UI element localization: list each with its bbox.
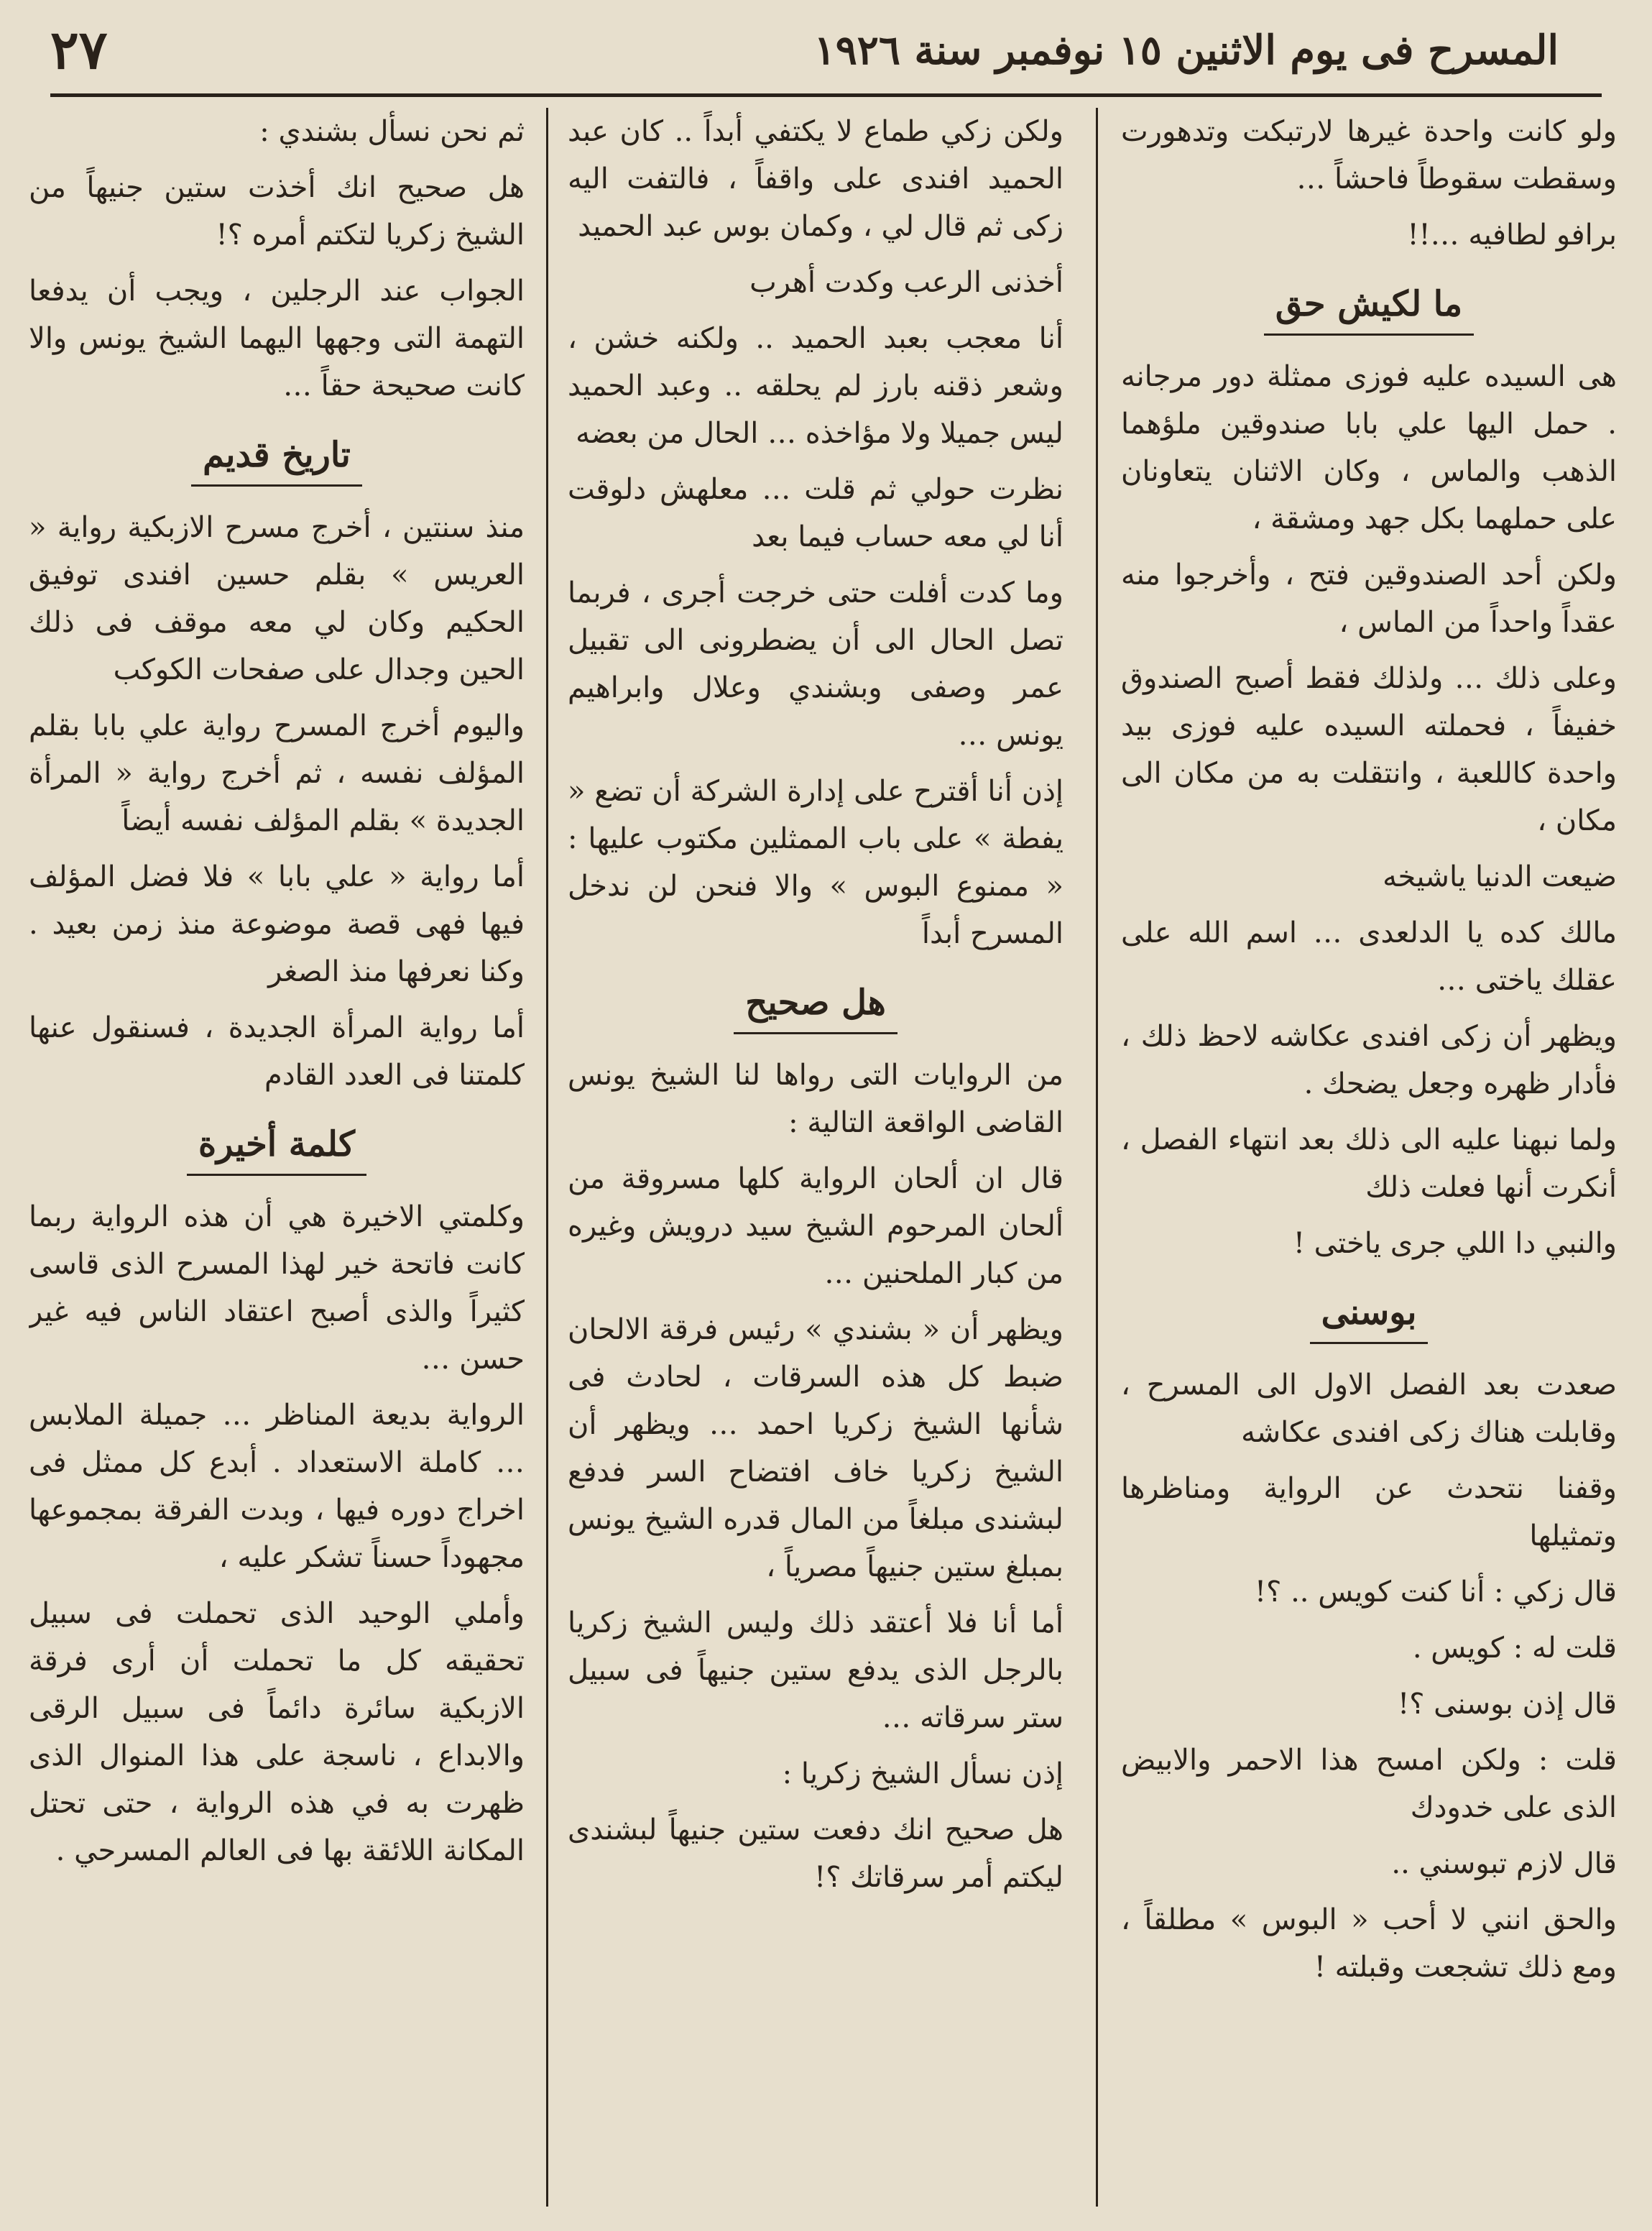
- paragraph: قال زكي : أنا كنت كويس .. ؟!: [1255, 1576, 1617, 1609]
- paragraph: قلت : ولكن امسح هذا الاحمر والابيض الذى على خدودك: [1121, 1744, 1617, 1824]
- paragraph: إذن أنا أقترح على إدارة الشركة أن تضع « يفطة » على باب الممثلين مكتوب عليها : « ممنوع البوس » والا فنحن لن ندخل المسرح أبداً: [568, 775, 1063, 950]
- paragraph: أما أنا فلا أعتقد ذلك وليس الشيخ زكريا بالرجل الذى يدفع ستين جنيهاً فى سبيل ستر سرقاته …: [568, 1606, 1063, 1734]
- paragraph: الرواية بديعة المناظر … جميلة الملابس … كاملة الاستعداد . أبدع كل ممثل فى اخراج دوره فيها ، وبدت الفرقة بمجموعها مجهوداً حسناً تشكر عليه ،: [29, 1399, 525, 1574]
- paragraph: هل صحيح انك دفعت ستين جنيهاً لبشندى ليكتم أمر سرقاتك ؟!: [568, 1813, 1063, 1894]
- paragraph: أما رواية « علي بابا » فلا فضل المؤلف فيها فهى قصة موضوعة منذ زمن بعيد . وكنا نعرفها منذ الصغر: [29, 860, 525, 988]
- heading-text: تاريخ قديم: [191, 430, 362, 487]
- paragraph: ولو كانت واحدة غيرها لارتبكت وتدهورت وسقطت سقوطاً فاحشاً …: [1121, 115, 1617, 196]
- paragraph: ويظهر أن « بشندي » رئيس فرقة الالحان ضبط كل هذه السرقات ، لحادث فى شأنها الشيخ زكريا احمد … ويظهر أن الشيخ زكريا خاف افتضاح السر فدفع لبشندى مبلغاً من المال قدره الشيخ يونس بمبلغ ستين جنيهاً مصرياً ،: [568, 1313, 1063, 1583]
- paragraph: وأملي الوحيد الذى تحملت فى سبيل تحقيقه كل ما تحملت أن أرى فرقة الازبكية سائرة دائماً فى سبيل الرقى والابداع ، ناسجة على هذا المنوال الذى ظهرت به في هذه الرواية ، حتى تحتل المكانة اللائقة بها فى العالم المسرحي .: [29, 1597, 525, 1867]
- paragraph: قال إذن بوسنى ؟!: [1398, 1688, 1617, 1721]
- header-rule: [50, 93, 1602, 97]
- paragraph: واليوم أخرج المسرح رواية علي بابا بقلم المؤلف نفسه ، ثم أخرج رواية « المرأة الجديدة » بقلم المؤلف نفسه أيضاً: [29, 709, 525, 837]
- column-divider: [1096, 108, 1098, 2207]
- paragraph: قلت له : كويس .: [1412, 1632, 1617, 1665]
- paragraph: قال لازم تبوسني ..: [1391, 1847, 1617, 1880]
- column-left: [29, 108, 525, 2207]
- heading-text: كلمة أخيرة: [187, 1119, 366, 1176]
- column-divider: [546, 108, 548, 2207]
- heading-text: بوسنى: [1310, 1287, 1429, 1344]
- paragraph: إذن نسأل الشيخ زكريا :: [782, 1757, 1063, 1790]
- header-title: المسرح فى يوم الاثنين ١٥ نوفمبر سنة ١٩٢٦: [813, 27, 1559, 74]
- heading-text: ما لكيش حق: [1264, 279, 1474, 336]
- paragraph: الجواب عند الرجلين ، ويجب أن يدفعا التهمة التى وجهها اليهما الشيخ يونس والا كانت صحيحة حقاً …: [29, 275, 525, 402]
- paragraph: والحق انني لا أحب « البوس » مطلقاً ، ومع ذلك تشجعت وقبلته !: [1121, 1903, 1617, 1984]
- section-heading: [29, 1119, 525, 1176]
- paragraph: منذ سنتين ، أخرج مسرح الازبكية رواية « العريس » بقلم حسين افندى توفيق الحكيم وكان لي معه موقف فى ذلك الحين وجدال على صفحات الكوكب: [29, 511, 525, 686]
- section-heading: [1121, 1287, 1617, 1344]
- paragraph: ولما نبهنا عليه الى ذلك بعد انتهاء الفصل ، أنكرت أنها فعلت ذلك: [1121, 1123, 1617, 1204]
- paragraph: ولكن أحد الصندوقين فتح ، وأخرجوا منه عقداً واحداً من الماس ،: [1121, 558, 1617, 639]
- paragraph: نظرت حولي ثم قلت … معلهش دلوقت أنا لي معه حساب فيما بعد: [568, 473, 1063, 553]
- paragraph: أنا معجب بعبد الحميد .. ولكنه خشن ، وشعر ذقنه بارز لم يحلقه .. وعبد الحميد ليس جميلا ولا مؤاخذه … الحال من بعضه: [568, 322, 1063, 450]
- paragraph: أما رواية المرأة الجديدة ، فسنقول عنها كلمتنا فى العدد القادم: [29, 1011, 525, 1092]
- paragraph: قال ان ألحان الرواية كلها مسروقة من ألحان المرحوم الشيخ سيد درويش وغيره من كبار الملحنين …: [568, 1162, 1063, 1290]
- paragraph: وقفنا نتحدث عن الرواية ومناظرها وتمثيلها: [1121, 1472, 1617, 1552]
- paragraph: ولكن زكي طماع لا يكتفي أبداً .. كان عبد الحميد افندى على واقفاً ، فالتفت اليه زكى ثم قال لي ، وكمان بوس عبد الحميد: [568, 115, 1063, 243]
- paragraph: ويظهر أن زكى افندى عكاشه لاحظ ذلك ، فأدار ظهره وجعل يضحك .: [1121, 1020, 1617, 1100]
- paragraph: صعدت بعد الفصل الاول الى المسرح ، وقابلت هناك زكى افندى عكاشه: [1121, 1368, 1617, 1449]
- paragraph: من الروايات التى رواها لنا الشيخ يونس القاضى الواقعة التالية :: [568, 1059, 1063, 1139]
- page-number: ٢٧: [50, 19, 108, 81]
- paragraph: هى السيده عليه فوزى ممثلة دور مرجانه . حمل اليها علي بابا صندوقين ملؤهما الذهب والماس ، وكان الاثنان يتعاونان على حملهما بكل جهد ومشقة ،: [1121, 360, 1617, 535]
- heading-text: هل صحيح: [734, 978, 897, 1034]
- column-middle: [568, 108, 1063, 2207]
- paragraph: ثم نحن نسأل بشندي :: [259, 115, 525, 148]
- section-heading: [568, 978, 1063, 1034]
- column-right: [1121, 108, 1617, 2207]
- paragraph: وعلى ذلك … ولذلك فقط أصبح الصندوق خفيفاً ، فحملته السيده عليه فوزى بيد واحدة كاللعبة ، وانتقلت به من مكان الى مكان ،: [1121, 662, 1617, 837]
- paragraph: وما كدت أفلت حتى خرجت أجرى ، فربما تصل الحال الى أن يضطرونى الى تقبيل عمر وصفى وبشندي وعلال وابراهيم يونس …: [568, 576, 1063, 752]
- paragraph: وكلمتي الاخيرة هي أن هذه الرواية ربما كانت فاتحة خير لهذا المسرح الذى قاسى كثيراً والذى أصبح اعتقاد الناس فيه غير حسن …: [29, 1200, 525, 1376]
- paragraph: أخذنى الرعب وكدت أهرب: [749, 266, 1063, 299]
- section-heading: [1121, 279, 1617, 336]
- paragraph: والنبي دا اللي جرى ياختى !: [1293, 1227, 1617, 1260]
- paragraph: مالك كده يا الدلعدى … اسم الله على عقلك ياختى …: [1121, 916, 1617, 997]
- section-heading: [29, 430, 525, 487]
- paragraph: برافو لطافيه …!!: [1407, 218, 1617, 252]
- paragraph: هل صحيح انك أخذت ستين جنيهاً من الشيخ زكريا لتكتم أمره ؟!: [29, 171, 525, 252]
- page-header: [50, 14, 1602, 86]
- paragraph: ضيعت الدنيا ياشيخه: [1383, 860, 1617, 893]
